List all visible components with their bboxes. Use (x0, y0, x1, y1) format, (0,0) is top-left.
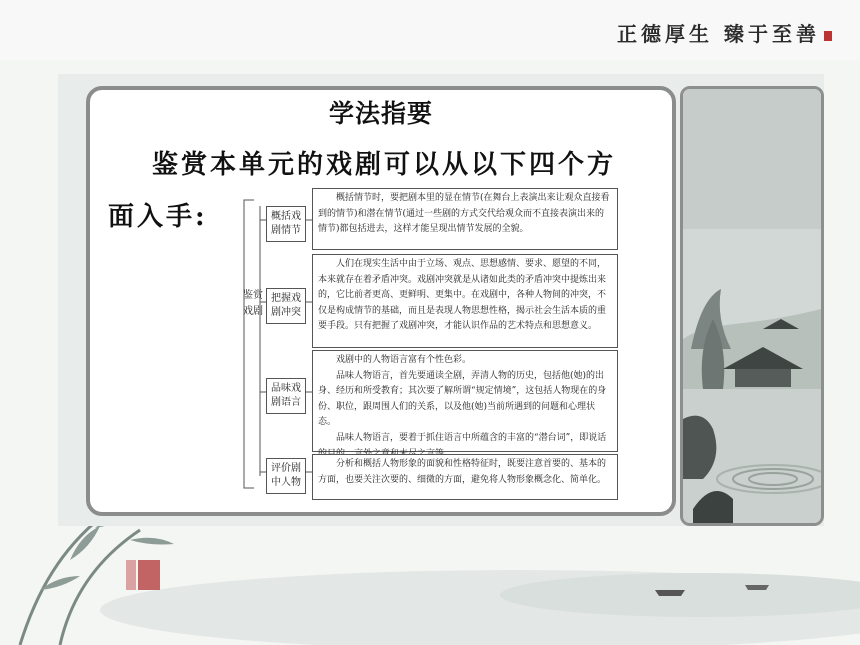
seal-mark (824, 31, 832, 41)
desc-paragraph: 概括情节时，要把剧本里的显在情节(在舞台上表演出来让观众直接看到的情节)和潜在情节(通过一些剧的方式交代给观众而不直接表演出来的情节)都包括进去，这样才能呈现出情节发展的全貌。 (318, 193, 610, 235)
pavilion-painting (683, 89, 821, 523)
branch-desc-characters (312, 454, 618, 500)
desc-paragraph: 分析和概括人物形象的面貌和性格特征时，既要注意首要的、基本的方面，也要关注次要的、细微的方面，避免将人物形象概念化、简单化。 (318, 459, 607, 485)
branch-label-language: 品味戏剧语言 (266, 378, 306, 414)
desc-paragraph: 品味人物语言，首先要通读全剧，弄清人物的历史，包括他(她)的出身、经历和所受教育；其次要了解所谓“规定情境”，这包括人物现在的身份、职位，跟周围人们的关系，以及他(她)当前所遇到的问题和心理状态。 (318, 370, 607, 428)
branch-desc-conflict (312, 254, 618, 348)
branch-label-conflict: 把握戏剧冲突 (266, 288, 306, 324)
branch-label-characters: 评价剧中人物 (266, 458, 306, 494)
branch-label-plot: 概括戏剧情节 (266, 206, 306, 242)
tree-root-label: 鉴赏戏剧 (243, 290, 263, 317)
desc-paragraph: 品味人物语言，要着于抓住语言中所蕴含的丰富的“潜台词”，即说话 (336, 432, 607, 443)
desc-paragraph: 戏剧中的人物语言富有个性色彩。 (336, 355, 472, 365)
branch-desc-language (312, 350, 618, 452)
school-motto: 正德厚生 臻于至善 (617, 18, 832, 47)
intro-line-2: 面入手: (108, 202, 208, 232)
slide-title: 学法指要 (328, 99, 433, 128)
content-card (86, 86, 676, 516)
intro-line-1: 鉴赏本单元的戏剧可以从以下四个方 (152, 150, 617, 180)
ink-painting-panel (680, 86, 824, 526)
desc-paragraph: 人们在现实生活中由于立场、观点、思想感情、要求、愿望的不同，本来就存在着矛盾冲突。戏剧冲突就是从诸如此类的矛盾冲突中提炼出来的，它比前者更高、更鲜明、更集中。在戏剧中，各种人物间的冲突，不仅是构成情节的基础，而且是表现人物思想性格，揭示社会生活本质的重要手段。只有把握了戏剧冲突，才能认识作品的艺术特点和思想意义。 (318, 259, 607, 332)
branch-desc-plot (312, 188, 618, 250)
